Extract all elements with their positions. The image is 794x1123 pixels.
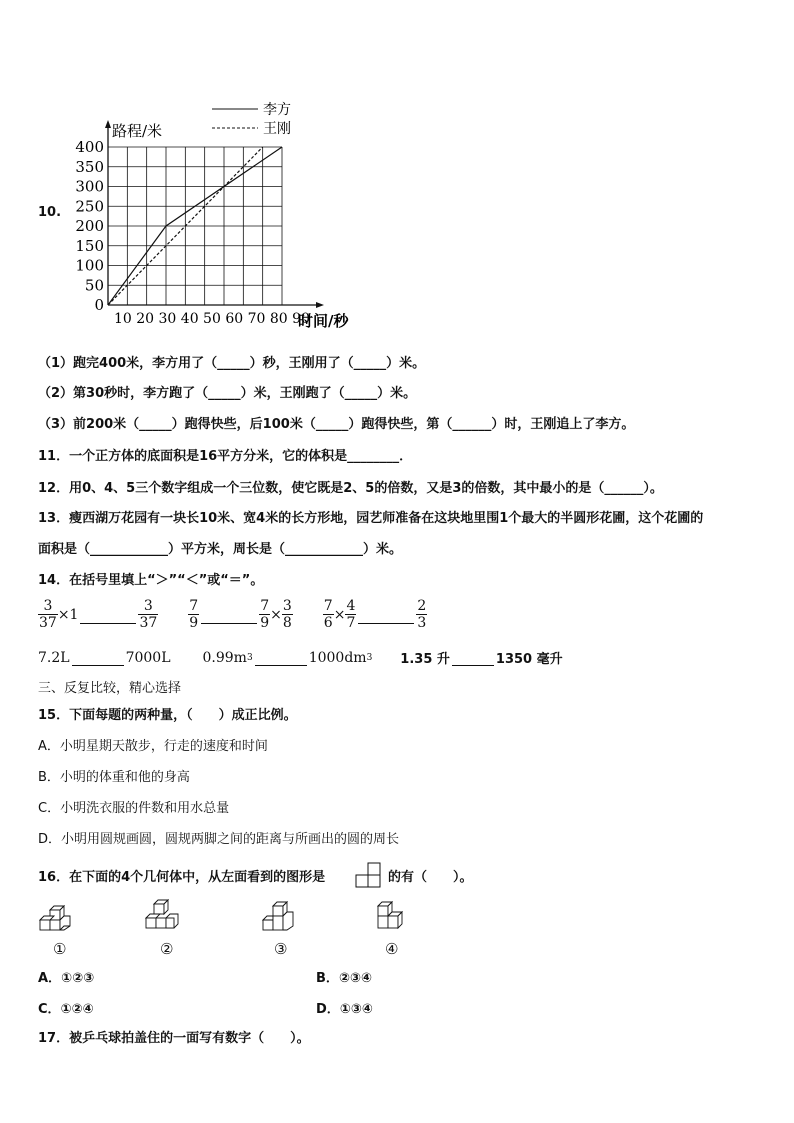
- y-axis-arrow: [105, 120, 111, 128]
- answer-blank[interactable]: [80, 622, 136, 624]
- section-3-heading: 三、反复比较，精心选择: [38, 681, 182, 696]
- value-e: 1.35 升: [400, 652, 450, 667]
- q16-stem-part2: 的有（ ）。: [388, 870, 473, 885]
- y-tick-label: 300: [75, 177, 104, 196]
- chart-x-label: 时间/秒: [298, 312, 349, 330]
- q13-line1: 13．瘦西湖万花园有一块长10米、宽4米的长方形地，园艺师准备在这块地里围1个最大的半圆形花圃，这个花圃的: [38, 511, 704, 526]
- answer-blank[interactable]: [72, 664, 124, 666]
- operator: ×: [270, 606, 282, 623]
- q16-option-a[interactable]: A．①②③: [38, 971, 95, 986]
- y-tick-label: 350: [75, 157, 104, 176]
- cube-figure-3: [260, 900, 298, 936]
- q13-line2: 面积是（____________）平方米，周长是（____________）米。: [38, 542, 403, 557]
- q16-option-d[interactable]: D．①③④: [316, 1002, 373, 1017]
- q16-option-b[interactable]: B．②③④: [316, 971, 372, 986]
- fraction: $\frac{2}{3}$: [417, 598, 427, 631]
- fraction: $\frac{7}{9}$: [189, 598, 199, 631]
- left-view-shape-icon: [355, 862, 381, 888]
- value-f: 1350 毫升: [495, 652, 563, 667]
- chart-ticks: [75, 138, 104, 314]
- q15-option-b[interactable]: B．小明的体重和他的身高: [38, 770, 190, 785]
- q15-option-d[interactable]: D．小明用圆规画圆，圆规两脚之间的距离与所画出的圆的周长: [38, 832, 400, 847]
- fraction: $\frac{3}{8}$: [282, 598, 292, 631]
- q16-stem-part1: 16．在下面的4个几何体中，从左面看到的图形是: [38, 870, 326, 885]
- answer-blank[interactable]: [255, 664, 307, 666]
- figure-label-2: ②: [160, 940, 174, 958]
- value-b: 7000L: [125, 649, 171, 666]
- value-c: 0.99m: [202, 649, 247, 666]
- legend-label: 王刚: [263, 121, 291, 137]
- y-tick-label: 50: [84, 276, 104, 295]
- value-a: 7.2L: [38, 649, 70, 666]
- figure-label-1: ①: [53, 940, 67, 958]
- figure-label-3: ③: [274, 940, 288, 958]
- q15-stem: 15．下面每题的两种量，（ ）成正比例。: [38, 708, 297, 723]
- q10-sub2: （2）第30秒时，李方跑了（_____）米，王刚跑了（_____）米。: [38, 386, 417, 401]
- chart-legend: [212, 101, 291, 137]
- q15-option-a[interactable]: A．小明星期天散步，行走的速度和时间: [38, 739, 268, 754]
- y-tick-label: 250: [75, 197, 104, 216]
- q14-row2: 7.2L 7000L 0.99m 3 1000dm 3 1.35 升 1350 毫升: [38, 649, 563, 667]
- legend-label: 李方: [263, 102, 291, 118]
- value-d: 1000dm: [308, 649, 367, 666]
- x-axis-arrow: [316, 302, 324, 308]
- figure-label-4: ④: [385, 940, 399, 958]
- q14-title: 14．在括号里填上“＞”“＜”或“＝”。: [38, 573, 264, 588]
- y-tick-label: 200: [75, 217, 104, 235]
- fraction: $\frac{7}{9}$: [260, 598, 270, 631]
- y-tick-label: 0: [94, 296, 104, 314]
- fraction: $\frac{7}{6}$: [323, 598, 333, 631]
- q11: 11．一个正方体的底面积是16平方分米，它的体积是________．: [38, 449, 413, 464]
- q16-option-c[interactable]: C．①②④: [38, 1002, 94, 1017]
- cube-figure-4: [373, 900, 409, 936]
- q14-row1: [38, 598, 427, 631]
- chart-y-label: 路程/米: [112, 122, 163, 140]
- y-tick-label: 100: [75, 256, 104, 275]
- answer-blank[interactable]: [358, 622, 414, 624]
- chart-x-tick-labels: 10 20 30 40 50 60 70 80 90: [114, 311, 310, 327]
- answer-blank[interactable]: [452, 664, 494, 666]
- q10-sub1: （1）跑完400米，李方用了（_____）秒，王刚用了（_____）米。: [38, 356, 426, 371]
- fraction: $\frac{3}{37}$: [39, 598, 57, 631]
- chart-grid: [108, 147, 282, 305]
- chart-axes: [105, 120, 324, 308]
- answer-blank[interactable]: [201, 622, 257, 624]
- q17-stem: 17．被乒乓球拍盖住的一面写有数字（ ）。: [38, 1031, 310, 1046]
- cube-figure-1: [37, 902, 73, 936]
- q10-sub3: （3）前200米（_____）跑得快些，后100米（_____）跑得快些，第（______）时，王刚追上了李方。: [38, 417, 635, 432]
- q10-number: 10.: [38, 205, 62, 220]
- fraction: $\frac{3}{37}$: [139, 598, 158, 631]
- y-tick-label: 150: [75, 236, 104, 255]
- q15-option-c[interactable]: C．小明洗衣服的件数和用水总量: [38, 801, 230, 816]
- q10-line-chart: [75, 92, 380, 332]
- y-tick-label: 400: [75, 138, 104, 156]
- operator: ×: [333, 606, 346, 623]
- fraction: $\frac{4}{7}$: [346, 598, 356, 631]
- q12: 12．用0、4、5三个数字组成一个三位数，使它既是2、5的倍数，又是3的倍数，其中最小的是（______）。: [38, 481, 663, 496]
- operator: ×1: [57, 606, 79, 623]
- cube-figure-2: [143, 898, 181, 934]
